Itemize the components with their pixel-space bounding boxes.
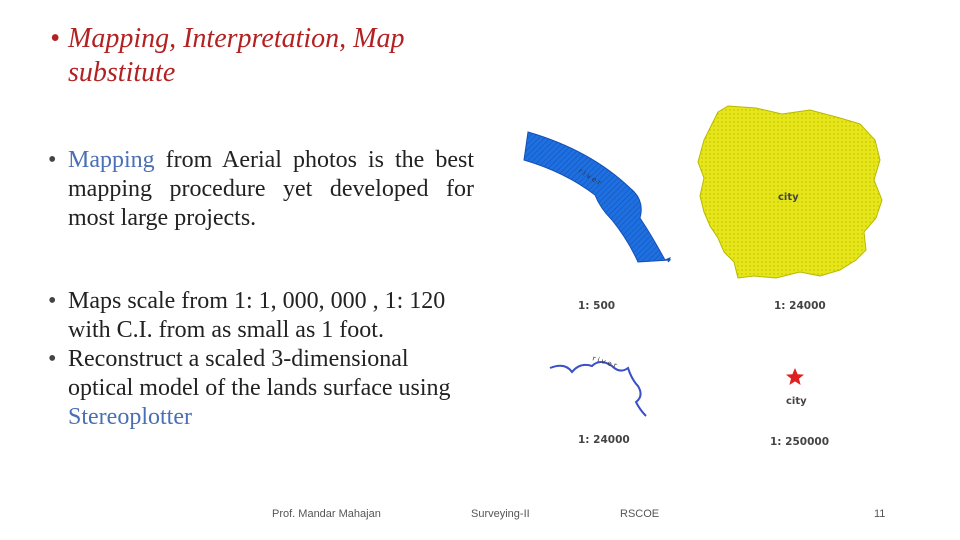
title-text: Mapping, Interpretation, Map substitute xyxy=(68,23,405,88)
city-star-icon xyxy=(786,368,804,385)
bullet-accent-stereoplotter: Stereoplotter xyxy=(68,404,192,430)
bullet-item-scale xyxy=(48,287,474,345)
footer-subject: Surveying-II xyxy=(471,508,530,520)
bullet-marker: • xyxy=(48,147,57,173)
map-figure-svg xyxy=(520,100,960,460)
bullet-text-mapping: from Aerial photos is the best mapping procedure yet developed for most large projects. xyxy=(68,147,474,231)
bullet-item-reconstruct xyxy=(48,345,474,432)
footer-institute: RSCOE xyxy=(620,508,660,520)
city-label-large: city xyxy=(778,192,799,203)
slide-title xyxy=(50,22,490,90)
river-label-large: r i v e r xyxy=(576,166,603,187)
bullet-text-reconstruct: Reconstruct a scaled 3-dimensional optical model of the lands surface using xyxy=(68,346,451,401)
title-bullet: • xyxy=(50,23,60,54)
city-label-small: city xyxy=(786,396,807,407)
bullet-marker: • xyxy=(48,288,57,314)
river-label-small: r i v e r xyxy=(591,354,618,370)
scale-label-500: 1: 500 xyxy=(578,300,616,312)
bullet-marker: • xyxy=(48,346,57,372)
bullet-accent-mapping: Mapping xyxy=(68,147,155,173)
scale-label-24000-city: 1: 24000 xyxy=(774,300,826,312)
map-scale-figure xyxy=(520,100,960,460)
river-line-shape xyxy=(550,362,646,416)
bullet-list-1 xyxy=(48,146,474,233)
scale-label-24000-river: 1: 24000 xyxy=(578,434,630,446)
scale-label-250000: 1: 250000 xyxy=(770,436,829,448)
river-band-shape xyxy=(524,132,670,262)
bullet-item-mapping xyxy=(48,146,474,233)
bullet-text-scale: Maps scale from 1: 1, 000, 000 , 1: 120 with C.I. from as small as 1 foot. xyxy=(68,288,446,343)
bullet-list-2 xyxy=(48,287,474,432)
footer-author: Prof. Mandar Mahajan xyxy=(272,508,381,520)
page-number: 11 xyxy=(874,508,886,520)
